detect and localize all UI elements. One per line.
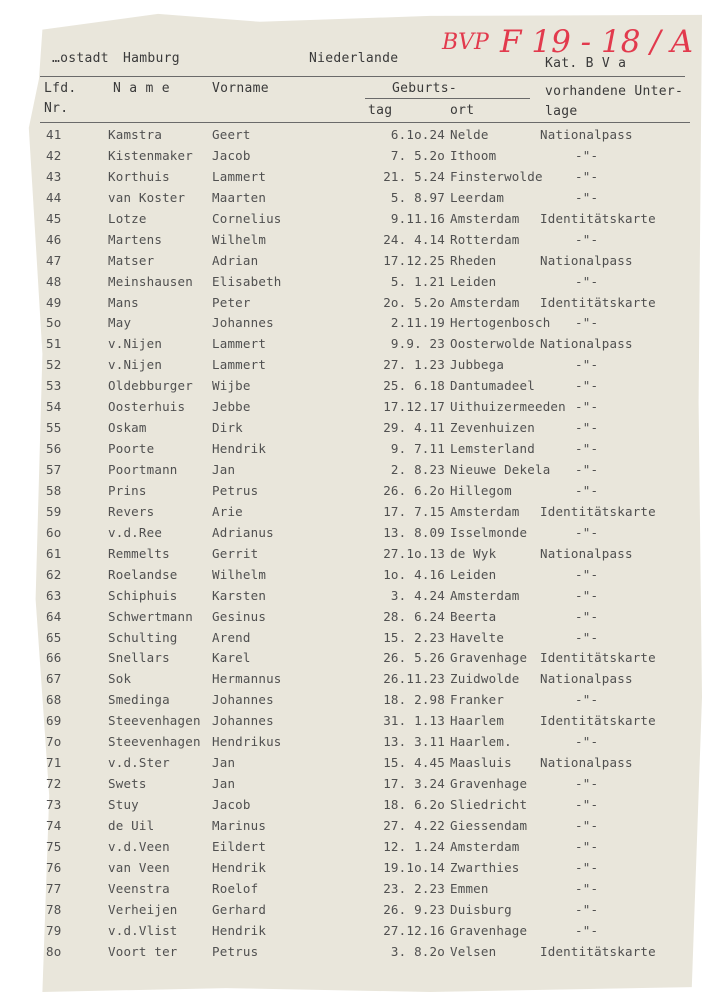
row-birth-place: Finsterwolde [450, 168, 543, 184]
row-surname: Steevenhagen [108, 734, 201, 750]
row-birth-place: Gravenhage [450, 776, 528, 792]
row-document: Identitätskarte [540, 210, 656, 226]
row-document: -"- [575, 462, 599, 477]
row-birth-place: Zevenhuizen [450, 420, 535, 436]
row-document: -"- [575, 378, 599, 394]
row-document: Nationalpass [540, 127, 633, 142]
row-number: 6o [46, 524, 62, 540]
col-lfd: Lfd. [44, 81, 77, 96]
row-first-name: Johannes [212, 713, 274, 729]
row-surname: v.d.Vlist [108, 922, 178, 938]
row-document: Identitätskarte [540, 943, 656, 959]
row-document: -"- [575, 776, 599, 792]
row-birth-date: 28. 6.24 [383, 608, 445, 624]
table-row [0, 588, 715, 609]
row-first-name: Adrianus [212, 524, 274, 540]
row-document: -"- [575, 587, 599, 603]
row-number: 58 [46, 482, 62, 498]
row-first-name: Jacob [212, 797, 251, 812]
table-row [0, 860, 715, 881]
handwritten-initials: BVP [442, 30, 489, 55]
row-document: Identitätskarte [540, 294, 656, 310]
row-birth-place: Rheden [450, 252, 497, 268]
row-first-name: Wilhelm [212, 566, 267, 582]
row-document: -"- [575, 901, 599, 917]
row-document: -"- [575, 168, 599, 184]
row-birth-place: Amsterdam [450, 838, 520, 854]
row-first-name: Karel [212, 650, 251, 666]
row-birth-place: Beerta [450, 608, 497, 624]
table-row [0, 881, 715, 902]
row-document: -"- [575, 147, 599, 163]
row-number: 71 [46, 755, 62, 771]
row-number: 42 [46, 147, 62, 163]
col-unterlage-line1: vorhandene Unter- [545, 84, 684, 99]
row-number: 56 [46, 441, 62, 457]
table-row [0, 630, 715, 651]
row-birth-place: Lemsterland [450, 441, 535, 457]
row-number: 47 [46, 252, 62, 268]
table-row [0, 818, 715, 839]
row-document: -"- [575, 441, 599, 457]
row-birth-date: 7. 5.2o [390, 147, 445, 163]
table-row [0, 671, 715, 692]
row-surname: v.Nijen [108, 357, 163, 373]
row-document: Identitätskarte [540, 650, 656, 666]
row-birth-date: 31. 1.13 [383, 713, 445, 729]
row-first-name: Gerhard [212, 901, 267, 917]
row-number: 54 [46, 399, 62, 415]
row-first-name: Hendrik [212, 859, 267, 875]
table-row [0, 734, 715, 755]
row-birth-place: Gravenhage [450, 922, 528, 938]
row-document: -"- [575, 734, 599, 750]
row-surname: van Veen [108, 859, 170, 875]
row-birth-place: Isselmonde [450, 524, 528, 540]
row-first-name: Petrus [212, 482, 259, 498]
table-row [0, 169, 715, 190]
row-first-name: Lammert [212, 357, 267, 373]
row-document: -"- [575, 189, 599, 205]
row-birth-date: 23. 2.23 [383, 880, 445, 896]
row-document: -"- [575, 838, 599, 854]
table-row [0, 776, 715, 797]
table-row [0, 253, 715, 274]
row-surname: May [108, 315, 132, 331]
row-surname: v.d.Veen [108, 838, 170, 854]
row-document: Identitätskarte [540, 713, 656, 729]
row-birth-date: 26. 5.26 [383, 650, 445, 666]
row-number: 78 [46, 901, 62, 917]
row-surname: Remmelts [108, 545, 170, 561]
row-birth-place: Nelde [450, 127, 489, 142]
row-number: 8o [46, 943, 62, 959]
row-document: -"- [575, 566, 599, 582]
row-number: 67 [46, 671, 62, 687]
row-surname: Smedinga [108, 692, 170, 708]
row-birth-place: Zuidwolde [450, 671, 520, 687]
row-document: -"- [575, 482, 599, 498]
row-number: 57 [46, 462, 62, 477]
row-birth-date: 15. 4.45 [383, 755, 445, 771]
row-first-name: Arie [212, 503, 243, 519]
table-row [0, 232, 715, 253]
table-row [0, 567, 715, 588]
col-geburts: Geburts- [392, 81, 458, 96]
table-row [0, 609, 715, 630]
row-birth-place: Maasluis [450, 755, 512, 771]
row-birth-date: 17. 3.24 [383, 776, 445, 792]
row-surname: Matser [108, 252, 155, 268]
row-document: Nationalpass [540, 336, 633, 352]
row-first-name: Hendrik [212, 922, 267, 938]
handwritten-reference: F 19 - 18 / A [500, 24, 693, 60]
table-row [0, 797, 715, 818]
row-first-name: Karsten [212, 587, 267, 603]
row-surname: van Koster [108, 189, 186, 205]
table-row [0, 483, 715, 504]
row-surname: v.d.Ster [108, 755, 170, 771]
row-birth-place: Ithoom [450, 147, 497, 163]
row-number: 61 [46, 545, 62, 561]
row-first-name: Adrian [212, 252, 259, 268]
table-row [0, 441, 715, 462]
row-first-name: Dirk [212, 420, 243, 436]
row-number: 51 [46, 336, 62, 352]
row-number: 5o [46, 315, 62, 331]
row-surname: Oskam [108, 420, 147, 436]
row-number: 64 [46, 608, 62, 624]
row-birth-place: Amsterdam [450, 294, 520, 310]
row-document: Nationalpass [540, 671, 633, 687]
row-first-name: Johannes [212, 692, 274, 708]
row-birth-date: 5. 1.21 [390, 273, 445, 289]
row-first-name: Hendrikus [212, 734, 282, 750]
row-birth-date: 26.11.23 [383, 671, 445, 687]
row-birth-date: 17. 7.15 [383, 503, 445, 519]
row-birth-date: 26. 9.23 [383, 901, 445, 917]
table-row [0, 357, 715, 378]
row-number: 43 [46, 168, 62, 184]
row-number: 62 [46, 566, 62, 582]
row-number: 63 [46, 587, 62, 603]
header-top-rule [40, 76, 685, 77]
row-first-name: Geert [212, 127, 251, 142]
table-row [0, 190, 715, 211]
row-first-name: Gerrit [212, 545, 259, 561]
row-number: 65 [46, 629, 62, 645]
table-row [0, 420, 715, 441]
row-birth-date: 9.9. 23 [390, 336, 445, 352]
row-surname: Schulting [108, 629, 178, 645]
col-name: N a m e [113, 81, 170, 96]
geburts-subheader-rule [365, 98, 530, 99]
row-number: 45 [46, 210, 62, 226]
row-surname: Oosterhuis [108, 399, 186, 415]
row-birth-place: Dantumadeel [450, 378, 535, 394]
row-document: -"- [575, 420, 599, 436]
row-first-name: Cornelius [212, 210, 282, 226]
row-birth-place: Leiden [450, 566, 497, 582]
table-row [0, 692, 715, 713]
row-birth-place: Hertogenbosch [450, 315, 551, 331]
row-first-name: Jan [212, 462, 236, 477]
row-number: 49 [46, 294, 62, 310]
row-surname: de Uil [108, 817, 155, 833]
row-birth-date: 3. 8.2o [390, 943, 445, 959]
row-first-name: Jan [212, 755, 236, 771]
row-surname: Snellars [108, 650, 170, 666]
row-document: Nationalpass [540, 252, 633, 268]
row-birth-date: 18. 6.2o [383, 797, 445, 812]
row-birth-date: 5. 8.97 [390, 189, 445, 205]
row-birth-date: 26. 6.2o [383, 482, 445, 498]
row-birth-date: 13. 8.09 [383, 524, 445, 540]
col-ort: ort [450, 103, 475, 118]
row-birth-date: 17.12.25 [383, 252, 445, 268]
row-surname: Schiphuis [108, 587, 178, 603]
table-row [0, 148, 715, 169]
row-number: 44 [46, 189, 62, 205]
row-document: -"- [575, 608, 599, 624]
row-first-name: Petrus [212, 943, 259, 959]
col-unterlage-line2: lage [545, 104, 578, 119]
table-row [0, 462, 715, 483]
row-birth-place: de Wyk [450, 545, 497, 561]
row-birth-date: 19.1o.14 [383, 859, 445, 875]
row-birth-place: Sliedricht [450, 797, 528, 812]
row-surname: Martens [108, 231, 163, 247]
table-row [0, 315, 715, 336]
row-birth-date: 24. 4.14 [383, 231, 445, 247]
row-birth-place: Leerdam [450, 189, 505, 205]
row-birth-date: 27. 1.23 [383, 357, 445, 373]
row-birth-date: 29. 4.11 [383, 420, 445, 436]
row-number: 55 [46, 420, 62, 436]
row-birth-place: Velsen [450, 943, 497, 959]
row-document: -"- [575, 357, 599, 373]
register-table [0, 127, 715, 965]
row-number: 73 [46, 797, 62, 812]
row-surname: Verheijen [108, 901, 178, 917]
table-row [0, 336, 715, 357]
row-birth-place: Haarlem. [450, 734, 512, 750]
row-birth-date: 2.11.19 [390, 315, 445, 331]
row-surname: v.Nijen [108, 336, 163, 352]
row-document: -"- [575, 629, 599, 645]
row-birth-place: Amsterdam [450, 587, 520, 603]
row-first-name: Arend [212, 629, 251, 645]
row-birth-date: 1o. 4.16 [383, 566, 445, 582]
row-birth-date: 21. 5.24 [383, 168, 445, 184]
row-first-name: Elisabeth [212, 273, 282, 289]
table-row [0, 902, 715, 923]
table-row [0, 546, 715, 567]
row-birth-date: 2. 8.23 [390, 462, 445, 477]
row-surname: Roelandse [108, 566, 178, 582]
row-number: 79 [46, 922, 62, 938]
row-document: Nationalpass [540, 755, 633, 771]
table-row [0, 525, 715, 546]
table-row [0, 211, 715, 232]
row-first-name: Wilhelm [212, 231, 267, 247]
row-birth-place: Amsterdam [450, 210, 520, 226]
row-number: 76 [46, 859, 62, 875]
row-birth-date: 13. 3.11 [383, 734, 445, 750]
row-number: 59 [46, 503, 62, 519]
row-first-name: Eildert [212, 838, 267, 854]
row-birth-date: 17.12.17 [383, 399, 445, 415]
row-surname: Prins [108, 482, 147, 498]
row-first-name: Gesinus [212, 608, 267, 624]
row-birth-place: Zwarthies [450, 859, 520, 875]
row-birth-date: 12. 1.24 [383, 838, 445, 854]
row-number: 68 [46, 692, 62, 708]
table-row [0, 274, 715, 295]
row-document: -"- [575, 692, 599, 708]
row-number: 72 [46, 776, 62, 792]
header-category: Kat. B V a [545, 56, 627, 71]
row-document: -"- [575, 859, 599, 875]
row-first-name: Jebbe [212, 399, 251, 415]
row-birth-place: Emmen [450, 880, 489, 896]
header-city: Hamburg [123, 51, 180, 66]
header-country: Niederlande [309, 51, 399, 66]
row-first-name: Jan [212, 776, 236, 792]
row-first-name: Peter [212, 294, 251, 310]
row-first-name: Roelof [212, 880, 259, 896]
row-surname: Oldebburger [108, 378, 193, 394]
row-surname: v.d.Ree [108, 524, 163, 540]
row-surname: Kamstra [108, 127, 163, 142]
row-surname: Schwertmann [108, 608, 193, 624]
row-birth-date: 9. 7.11 [390, 441, 445, 457]
row-surname: Sok [108, 671, 132, 687]
table-row [0, 839, 715, 860]
row-number: 46 [46, 231, 62, 247]
row-birth-place: Franker [450, 692, 505, 708]
row-document: -"- [575, 273, 599, 289]
row-first-name: Hermannus [212, 671, 282, 687]
table-row [0, 295, 715, 316]
table-row [0, 127, 715, 148]
row-birth-place: Jubbega [450, 357, 505, 373]
row-birth-place: Amsterdam [450, 503, 520, 519]
row-birth-date: 18. 2.98 [383, 692, 445, 708]
row-birth-date: 6.1o.24 [390, 127, 445, 142]
row-surname: Voort ter [108, 943, 178, 959]
row-birth-date: 15. 2.23 [383, 629, 445, 645]
row-birth-place: Uithuizermeeden [450, 399, 566, 415]
row-surname: Swets [108, 776, 147, 792]
row-document: Nationalpass [540, 545, 633, 561]
row-birth-place: Nieuwe Dekela [450, 462, 551, 477]
row-surname: Korthuis [108, 168, 170, 184]
row-document: -"- [575, 817, 599, 833]
row-surname: Revers [108, 503, 155, 519]
col-tag: tag [368, 103, 393, 118]
row-surname: Poorte [108, 441, 155, 457]
row-surname: Steevenhagen [108, 713, 201, 729]
row-birth-place: Havelte [450, 629, 505, 645]
row-document: -"- [575, 797, 599, 812]
row-surname: Poortmann [108, 462, 178, 477]
table-row [0, 650, 715, 671]
row-number: 7o [46, 734, 62, 750]
row-number: 69 [46, 713, 62, 729]
row-first-name: Hendrik [212, 441, 267, 457]
row-birth-place: Leiden [450, 273, 497, 289]
row-surname: Lotze [108, 210, 147, 226]
header-city-prefix: …ostadt [52, 51, 109, 66]
table-row [0, 504, 715, 525]
row-birth-place: Giessendam [450, 817, 528, 833]
row-birth-place: Oosterwolde [450, 336, 535, 352]
row-birth-place: Hillegom [450, 482, 512, 498]
row-birth-place: Gravenhage [450, 650, 528, 666]
row-number: 74 [46, 817, 62, 833]
row-number: 52 [46, 357, 62, 373]
table-row [0, 399, 715, 420]
row-birth-place: Duisburg [450, 901, 512, 917]
row-surname: Veenstra [108, 880, 170, 896]
row-document: -"- [575, 922, 599, 938]
row-birth-date: 9.11.16 [390, 210, 445, 226]
row-birth-place: Rotterdam [450, 231, 520, 247]
row-number: 48 [46, 273, 62, 289]
row-surname: Kistenmaker [108, 147, 193, 163]
row-first-name: Jacob [212, 147, 251, 163]
table-row [0, 378, 715, 399]
row-birth-date: 25. 6.18 [383, 378, 445, 394]
header-bottom-rule [40, 122, 690, 123]
row-birth-date: 27.12.16 [383, 922, 445, 938]
row-number: 53 [46, 378, 62, 394]
row-birth-date: 2o. 5.2o [383, 294, 445, 310]
table-row [0, 944, 715, 965]
row-number: 77 [46, 880, 62, 896]
col-vorname: Vorname [212, 81, 269, 96]
row-document: -"- [575, 880, 599, 896]
row-first-name: Lammert [212, 336, 267, 352]
row-document: Identitätskarte [540, 503, 656, 519]
row-number: 66 [46, 650, 62, 666]
row-number: 75 [46, 838, 62, 854]
row-first-name: Wijbe [212, 378, 251, 394]
row-document: -"- [575, 524, 599, 540]
table-row [0, 923, 715, 944]
row-first-name: Lammert [212, 168, 267, 184]
row-first-name: Maarten [212, 189, 267, 205]
table-row [0, 755, 715, 776]
row-surname: Meinshausen [108, 273, 193, 289]
row-birth-date: 27.1o.13 [383, 545, 445, 561]
row-surname: Stuy [108, 797, 139, 812]
row-birth-place: Haarlem [450, 713, 505, 729]
row-number: 41 [46, 127, 62, 142]
row-document: -"- [575, 231, 599, 247]
row-birth-date: 3. 4.24 [390, 587, 445, 603]
row-document: -"- [575, 315, 599, 331]
row-first-name: Marinus [212, 817, 267, 833]
row-document: -"- [575, 399, 599, 415]
row-first-name: Johannes [212, 315, 274, 331]
col-nr: Nr. [44, 101, 69, 116]
row-surname: Mans [108, 294, 139, 310]
row-birth-date: 27. 4.22 [383, 817, 445, 833]
table-row [0, 713, 715, 734]
